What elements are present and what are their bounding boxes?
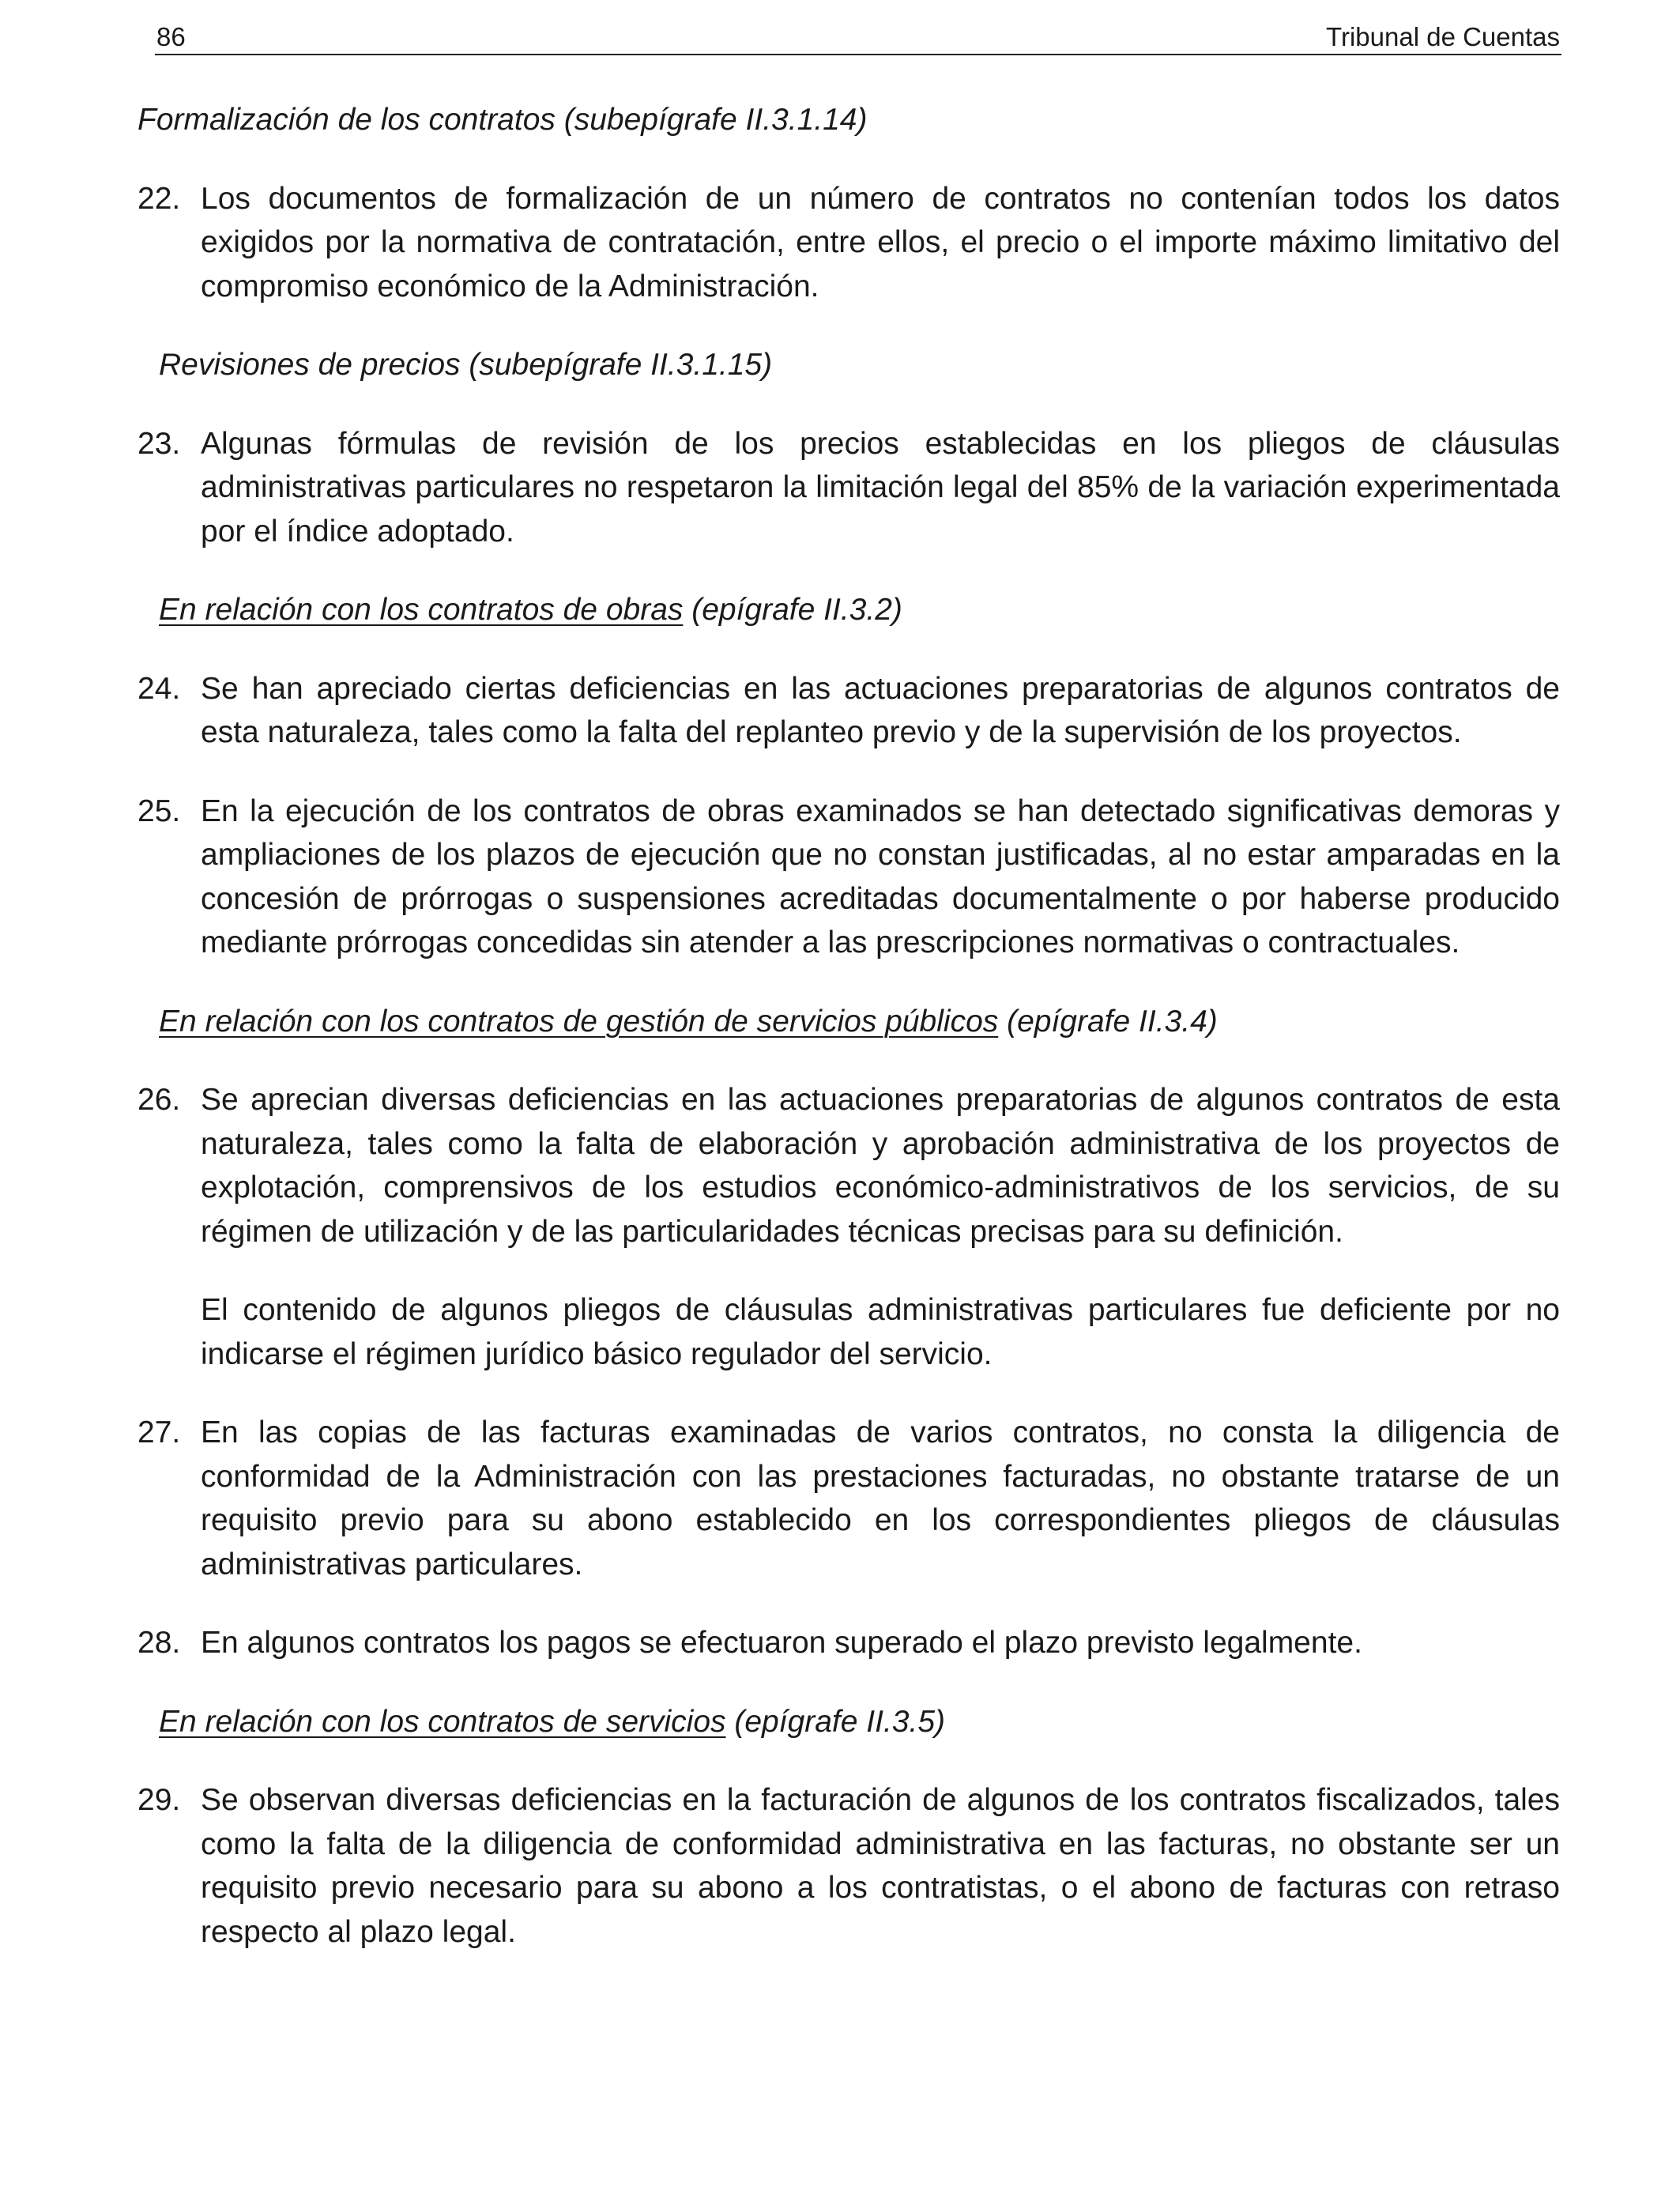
item-body bbox=[201, 1778, 1560, 1954]
document-body bbox=[137, 98, 1560, 1989]
item-body bbox=[201, 1621, 1560, 1665]
section-heading-underlined: En relación con los contratos de servicios bbox=[159, 1704, 726, 1739]
paragraph: Se han apreciado ciertas deficiencias en las actuaciones preparatorias de algunos contratos de esta naturaleza, tales como la falta del replanteo previo y de la supervisión de los proyectos. bbox=[201, 671, 1560, 749]
list-item-22 bbox=[137, 177, 1560, 309]
section-heading-formalizacion bbox=[137, 98, 1560, 142]
item-number: 25. bbox=[137, 794, 181, 828]
page-number: 86 bbox=[156, 22, 186, 51]
paragraph: Se aprecian diversas deficiencias en las actuaciones preparatorias de algunos contratos de esta naturaleza, tales como la falta de elaboración y aprobación administrativa de los proyectos de explotación, comprensivos de los estudios económico-administrativos de los servicios, de su régimen de utilización y de las particularidades técnicas precisas para su definición. bbox=[201, 1083, 1560, 1249]
section-heading-gestion-servicios bbox=[137, 1000, 1560, 1044]
paragraph: En algunos contratos los pagos se efectuaron superado el plazo previsto legalmente. bbox=[201, 1626, 1362, 1660]
paragraph: En la ejecución de los contratos de obras examinados se han detectado significativas demoras y ampliaciones de los plazos de ejecución que no constan justificadas, al no estar amparadas en la concesión de prórrogas o suspensiones acreditadas documentalmente o por haberse producido mediante prórrogas concedidas sin atender a las prescripciones normativas o contractuales. bbox=[201, 794, 1560, 959]
paragraph: En las copias de las facturas examinadas de varios contratos, no consta la diligencia de conformidad de la Administración con las prestaciones facturadas, no obstante tratarse de un requisito previo para su abono establecido en los correspondientes pliegos de cláusulas administrativas particulares. bbox=[201, 1416, 1560, 1581]
section-heading-suffix: (epígrafe II.3.5) bbox=[725, 1704, 946, 1739]
item-number: 26. bbox=[137, 1083, 181, 1117]
item-number: 27. bbox=[137, 1416, 181, 1449]
section-heading-text: Formalización de los contratos (subepígrafe II.3.1.14) bbox=[137, 103, 868, 137]
item-number: 29. bbox=[137, 1783, 181, 1817]
section-heading-underlined: En relación con los contratos de gestión de servicios públicos bbox=[159, 1004, 999, 1039]
section-heading-underlined: En relación con los contratos de obras bbox=[159, 593, 684, 627]
item-body bbox=[201, 1411, 1560, 1586]
item-number: 24. bbox=[137, 671, 181, 706]
item-number: 23. bbox=[137, 426, 181, 461]
list-item-27 bbox=[137, 1411, 1560, 1586]
section-heading-revisiones bbox=[137, 343, 1560, 387]
list-item-26 bbox=[137, 1078, 1560, 1376]
item-body bbox=[201, 177, 1560, 309]
paragraph: Los documentos de formalización de un número de contratos no contenían todos los datos exigidos por la normativa de contratación, entre ellos, el precio o el importe máximo limitativo del compromiso económico de la Administración. bbox=[201, 181, 1560, 303]
list-item-23 bbox=[137, 422, 1560, 554]
header-organization: Tribunal de Cuentas bbox=[1326, 22, 1560, 51]
paragraph: Algunas fórmulas de revisión de los precios establecidas en los pliegos de cláusulas administrativas particulares no respetaron la limitación legal del 85% de la variación experimentada por el índice adoptado. bbox=[201, 426, 1560, 548]
item-body bbox=[201, 790, 1560, 965]
item-body bbox=[201, 1078, 1560, 1376]
section-heading-text: Revisiones de precios (subepígrafe II.3.1.15) bbox=[159, 348, 773, 382]
paragraph: El contenido de algunos pliegos de cláusulas administrativas particulares fue deficiente por no indicarse el régimen jurídico básico regulador del servicio. bbox=[201, 1293, 1560, 1371]
list-item-28 bbox=[137, 1621, 1560, 1665]
item-number: 28. bbox=[137, 1626, 181, 1660]
page-header bbox=[155, 22, 1561, 55]
section-heading-suffix: (epígrafe II.3.4) bbox=[998, 1004, 1218, 1039]
section-heading-suffix: (epígrafe II.3.2) bbox=[683, 593, 902, 627]
list-item-29 bbox=[137, 1778, 1560, 1954]
item-body bbox=[201, 422, 1560, 554]
item-number: 22. bbox=[137, 181, 181, 216]
paragraph: Se observan diversas deficiencias en la facturación de algunos de los contratos fiscalizados, tales como la falta de la diligencia de conformidad administrativa en las facturas, no obstante ser un requisito previo necesario para su abono a los contratistas, o el abono de facturas con retraso respecto al plazo legal. bbox=[201, 1783, 1560, 1949]
item-body bbox=[201, 667, 1560, 755]
list-item-24 bbox=[137, 667, 1560, 755]
section-heading-servicios bbox=[137, 1700, 1560, 1744]
section-heading-obras bbox=[137, 588, 1560, 632]
list-item-25 bbox=[137, 790, 1560, 965]
